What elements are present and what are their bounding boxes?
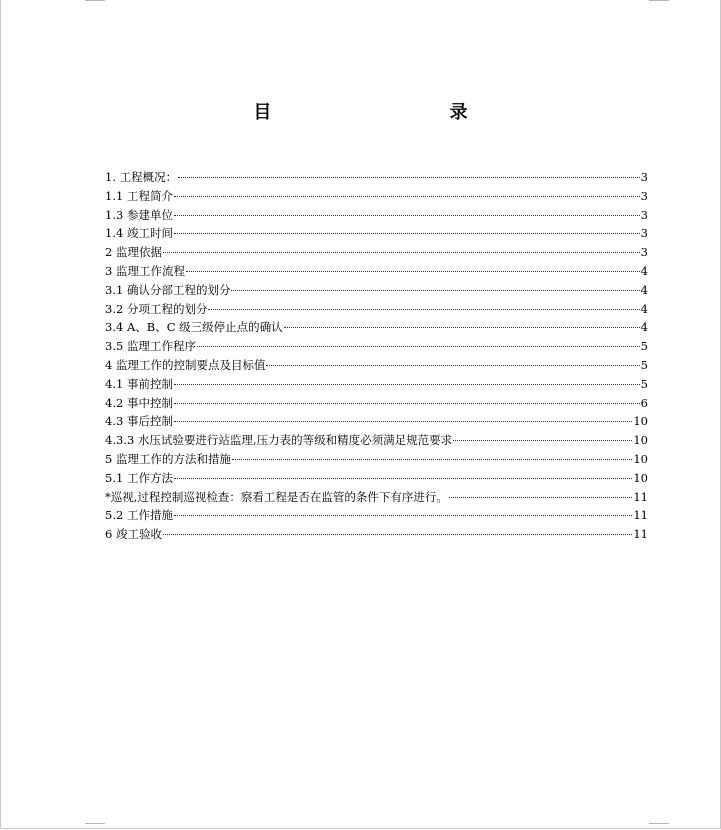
toc-entry-label: 4.3 事后控制 [105, 414, 173, 429]
toc-entry-label: 5 监理工作的方法和措施 [105, 451, 231, 466]
toc-entry-page-number: 3 [640, 170, 648, 184]
toc-entry[interactable] [105, 187, 648, 206]
toc-entry[interactable] [105, 206, 648, 225]
toc-dot-leader [186, 271, 640, 272]
toc-entry-label: 1. 工程概况： [105, 170, 178, 184]
toc-entry-page-number: 10 [633, 470, 648, 485]
toc-entry[interactable] [105, 412, 648, 431]
toc-entry-label: 6 竣工验收 [105, 527, 162, 542]
toc-entry-label: 5.1 工作方法 [105, 470, 173, 485]
toc-entry[interactable] [105, 262, 648, 281]
crop-mark-top-right [649, 0, 669, 1]
toc-entry[interactable] [105, 224, 648, 243]
toc-entry[interactable] [105, 469, 648, 488]
toc-entry-page-number: 10 [633, 451, 648, 466]
toc-entry-label: 1.4 竣工时间 [105, 226, 173, 241]
toc-entry-page-number: 5 [640, 376, 648, 391]
toc-dot-leader [174, 215, 640, 216]
toc-dot-leader [174, 421, 632, 422]
toc-entry-page-number: 3 [640, 245, 648, 260]
toc-dot-leader [174, 233, 640, 234]
toc-entry-page-number: 11 [633, 508, 648, 523]
toc-entry[interactable] [105, 525, 648, 544]
toc-entry-page-number: 10 [633, 414, 648, 429]
crop-mark-bottom-left [85, 823, 105, 824]
toc-dot-leader [197, 346, 640, 347]
toc-dot-leader [449, 497, 632, 498]
toc-dot-leader [208, 309, 639, 310]
toc-entry-label: 3.5 监理工作程序 [105, 339, 196, 354]
toc-entry-page-number: 3 [640, 188, 648, 203]
toc-entry-label: 4.2 事中控制 [105, 395, 173, 410]
toc-entry[interactable] [105, 168, 648, 187]
toc-entry-page-number: 4 [640, 320, 648, 335]
toc-entry-label: 1.3 参建单位 [105, 207, 173, 222]
toc-entry[interactable] [105, 488, 648, 507]
toc-dot-leader [231, 290, 639, 291]
toc-entry-page-number: 11 [633, 489, 648, 504]
toc-entry-label: 4.1 事前控制 [105, 376, 173, 391]
toc-entry-page-number: 4 [640, 301, 648, 316]
toc-entry-label: *巡视,过程控制巡视检查：察看工程是否在监管的条件下有序进行。 [105, 489, 448, 504]
toc-dot-leader [232, 459, 632, 460]
toc-entry[interactable] [105, 450, 648, 469]
toc-entry-label: 2 监理依据 [105, 245, 162, 260]
toc-dot-leader [163, 252, 640, 253]
table-of-contents [105, 168, 648, 544]
toc-entry[interactable] [105, 318, 648, 337]
toc-entry[interactable] [105, 356, 648, 375]
toc-entry-page-number: 5 [640, 357, 648, 372]
toc-dot-leader [174, 515, 632, 516]
toc-dot-leader [178, 177, 640, 178]
toc-entry-page-number: 3 [640, 207, 648, 222]
crop-mark-top-left [85, 0, 105, 1]
toc-entry[interactable] [105, 375, 648, 394]
toc-entry-label: 3.1 确认分部工程的划分 [105, 282, 231, 297]
toc-entry-label: 4 监理工作的控制要点及目标值 [105, 357, 266, 372]
toc-entry-page-number: 3 [640, 226, 648, 241]
toc-entry-label: 4.3.3 水压试验要进行站监理,压力表的等级和精度必须满足规范要求 [105, 433, 453, 448]
toc-entry-label: 1.1 工程简介 [105, 188, 173, 203]
toc-title: 目 录 [253, 102, 554, 123]
toc-entry-page-number: 4 [640, 263, 648, 278]
toc-entry-label: 5.2 工作措施 [105, 508, 173, 523]
toc-entry[interactable] [105, 337, 648, 356]
toc-entry-label: 3.2 分项工程的划分 [105, 301, 208, 316]
toc-dot-leader [174, 384, 640, 385]
toc-entry[interactable] [105, 243, 648, 262]
toc-entry-page-number: 6 [640, 395, 648, 410]
toc-entry-label: 3.4 A、B、C 级三级停止点的确认 [105, 320, 283, 335]
toc-dot-leader [163, 534, 632, 535]
toc-entry[interactable] [105, 506, 648, 525]
toc-dot-leader [284, 327, 640, 328]
toc-dot-leader [266, 365, 639, 366]
toc-entry-page-number: 11 [633, 527, 648, 542]
toc-entry-label: 3 监理工作流程 [105, 263, 185, 278]
toc-entry-page-number: 5 [640, 339, 648, 354]
toc-entry-page-number: 4 [640, 282, 648, 297]
toc-dot-leader [174, 478, 632, 479]
toc-entry-page-number: 10 [633, 433, 648, 448]
toc-entry[interactable] [105, 300, 648, 319]
toc-entry[interactable] [105, 431, 648, 450]
toc-dot-leader [174, 403, 640, 404]
toc-dot-leader [174, 196, 640, 197]
toc-entry[interactable] [105, 281, 648, 300]
crop-mark-bottom-right [649, 823, 669, 824]
toc-dot-leader [453, 440, 632, 441]
toc-entry[interactable] [105, 394, 648, 413]
